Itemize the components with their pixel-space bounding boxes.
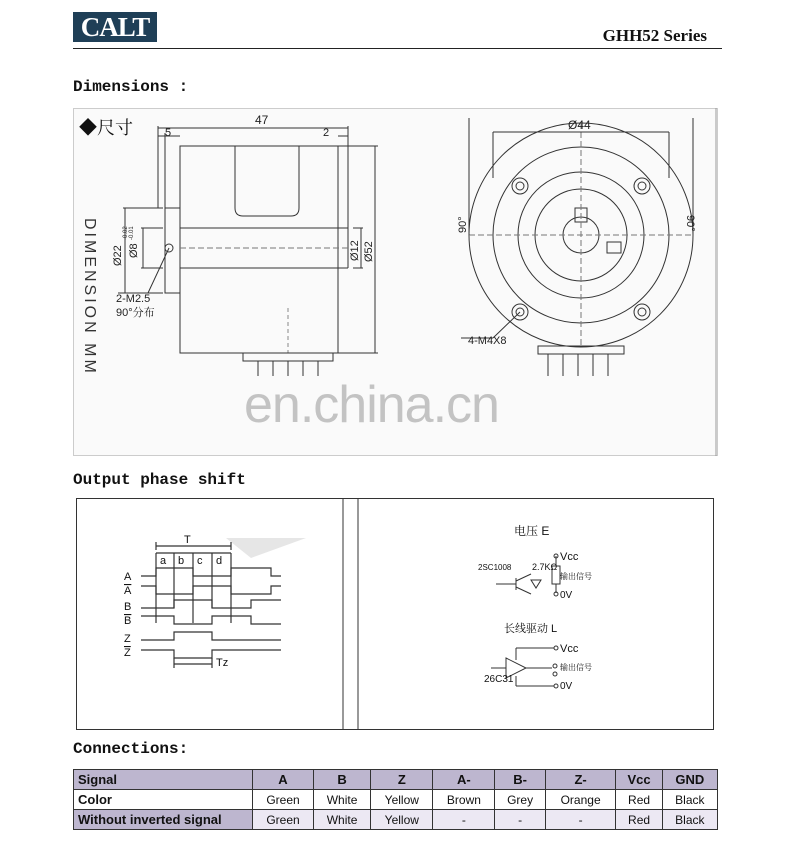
dim-d22: Ø22 xyxy=(112,245,124,266)
table-cell: Red xyxy=(616,790,662,810)
row-label: Color xyxy=(74,790,253,810)
row-label: Without inverted signal xyxy=(74,810,253,830)
dim-d44: Ø44 xyxy=(568,118,591,132)
table-cell: Grey xyxy=(495,790,545,810)
table-cell: Black xyxy=(662,790,717,810)
circuit-voltage-title: 电压 E xyxy=(514,524,550,538)
label-tz: Tz xyxy=(216,657,229,669)
phase-heading: Output phase shift xyxy=(73,471,246,489)
connections-table xyxy=(73,769,718,830)
table-cell: - xyxy=(495,810,545,830)
label-T: T xyxy=(184,534,191,546)
table-cell: Green xyxy=(253,790,314,810)
header-cell: Z- xyxy=(545,770,616,790)
table-cell: Yellow xyxy=(371,810,433,830)
header-cell: Z xyxy=(371,770,433,790)
side-label-en: DIMENSION MM xyxy=(81,218,98,376)
table-cell: - xyxy=(545,810,616,830)
header-cell: A xyxy=(253,770,314,790)
signal-a-label: A xyxy=(124,571,132,583)
signal-b-bar-label: B xyxy=(124,615,132,627)
dim-d52: Ø52 xyxy=(363,241,375,262)
circuit-output-2: 输出信号 xyxy=(560,663,592,672)
dim-47: 47 xyxy=(255,113,269,127)
circuit-resistor: 2.7KΩ xyxy=(532,562,558,572)
table-cell: White xyxy=(314,810,371,830)
tolerance-lower: -0.01 xyxy=(129,226,135,240)
header-cell: GND xyxy=(662,770,717,790)
signal-b-label: B xyxy=(124,601,132,613)
label-a: a xyxy=(160,555,167,567)
table-cell: Black xyxy=(662,810,717,830)
brand-logo: CALT xyxy=(73,12,157,42)
label-c: c xyxy=(197,555,203,567)
table-cell: White xyxy=(314,790,371,810)
screw-distribution: 90°分布 xyxy=(116,307,155,319)
table-row xyxy=(74,810,718,830)
series-title: GHH52 Series xyxy=(602,26,707,45)
circuit-output-1: 输出信号 xyxy=(560,572,592,581)
table-cell: - xyxy=(433,810,495,830)
circuit-line-title: 长线驱动 L xyxy=(504,623,558,635)
label-d: d xyxy=(216,555,223,567)
screw-label: 2-M2.5 xyxy=(116,293,151,305)
table-cell: Green xyxy=(253,810,314,830)
circuit-chip: 26C31 xyxy=(484,674,514,685)
dim-d12: Ø12 xyxy=(349,240,361,261)
circuit-vcc-2: Vcc xyxy=(560,643,579,655)
header-cell: B- xyxy=(495,770,545,790)
circuit-0v-1: 0V xyxy=(560,590,573,601)
table-cell: Yellow xyxy=(371,790,433,810)
table-cell: Red xyxy=(616,810,662,830)
table-header-row xyxy=(74,770,718,790)
dim-d8: Ø8 xyxy=(128,243,140,258)
table-cell: Brown xyxy=(433,790,495,810)
dimensions-heading: Dimensions : xyxy=(73,78,189,96)
mount-label: 4-M4X8 xyxy=(468,335,507,347)
table-cell: Orange xyxy=(545,790,616,810)
header-cell: Vcc xyxy=(616,770,662,790)
circuit-0v-2: 0V xyxy=(560,681,573,692)
signal-z-bar-label: Z xyxy=(124,647,131,659)
phase-panel xyxy=(76,498,714,730)
circuit-vcc-1: Vcc xyxy=(560,551,579,563)
signal-a-bar-label: A xyxy=(124,585,132,597)
side-label-cn: ◆尺寸 xyxy=(79,118,133,138)
header-cell: A- xyxy=(433,770,495,790)
dim-2: 2 xyxy=(323,127,330,139)
header-divider xyxy=(73,48,722,49)
watermark: en.china.cn xyxy=(244,376,499,434)
angle-right: 90° xyxy=(684,215,696,232)
connections-heading: Connections: xyxy=(73,740,189,758)
tolerance-upper: -0.02 xyxy=(123,226,129,240)
table-row xyxy=(74,790,718,810)
label-b: b xyxy=(178,555,185,567)
header-cell: Signal xyxy=(74,770,253,790)
header-cell: B xyxy=(314,770,371,790)
circuit-transistor: 2SC1008 xyxy=(478,563,512,572)
signal-z-label: Z xyxy=(124,633,131,645)
angle-left: 90° xyxy=(457,216,469,233)
dim-5: 5 xyxy=(165,127,172,139)
